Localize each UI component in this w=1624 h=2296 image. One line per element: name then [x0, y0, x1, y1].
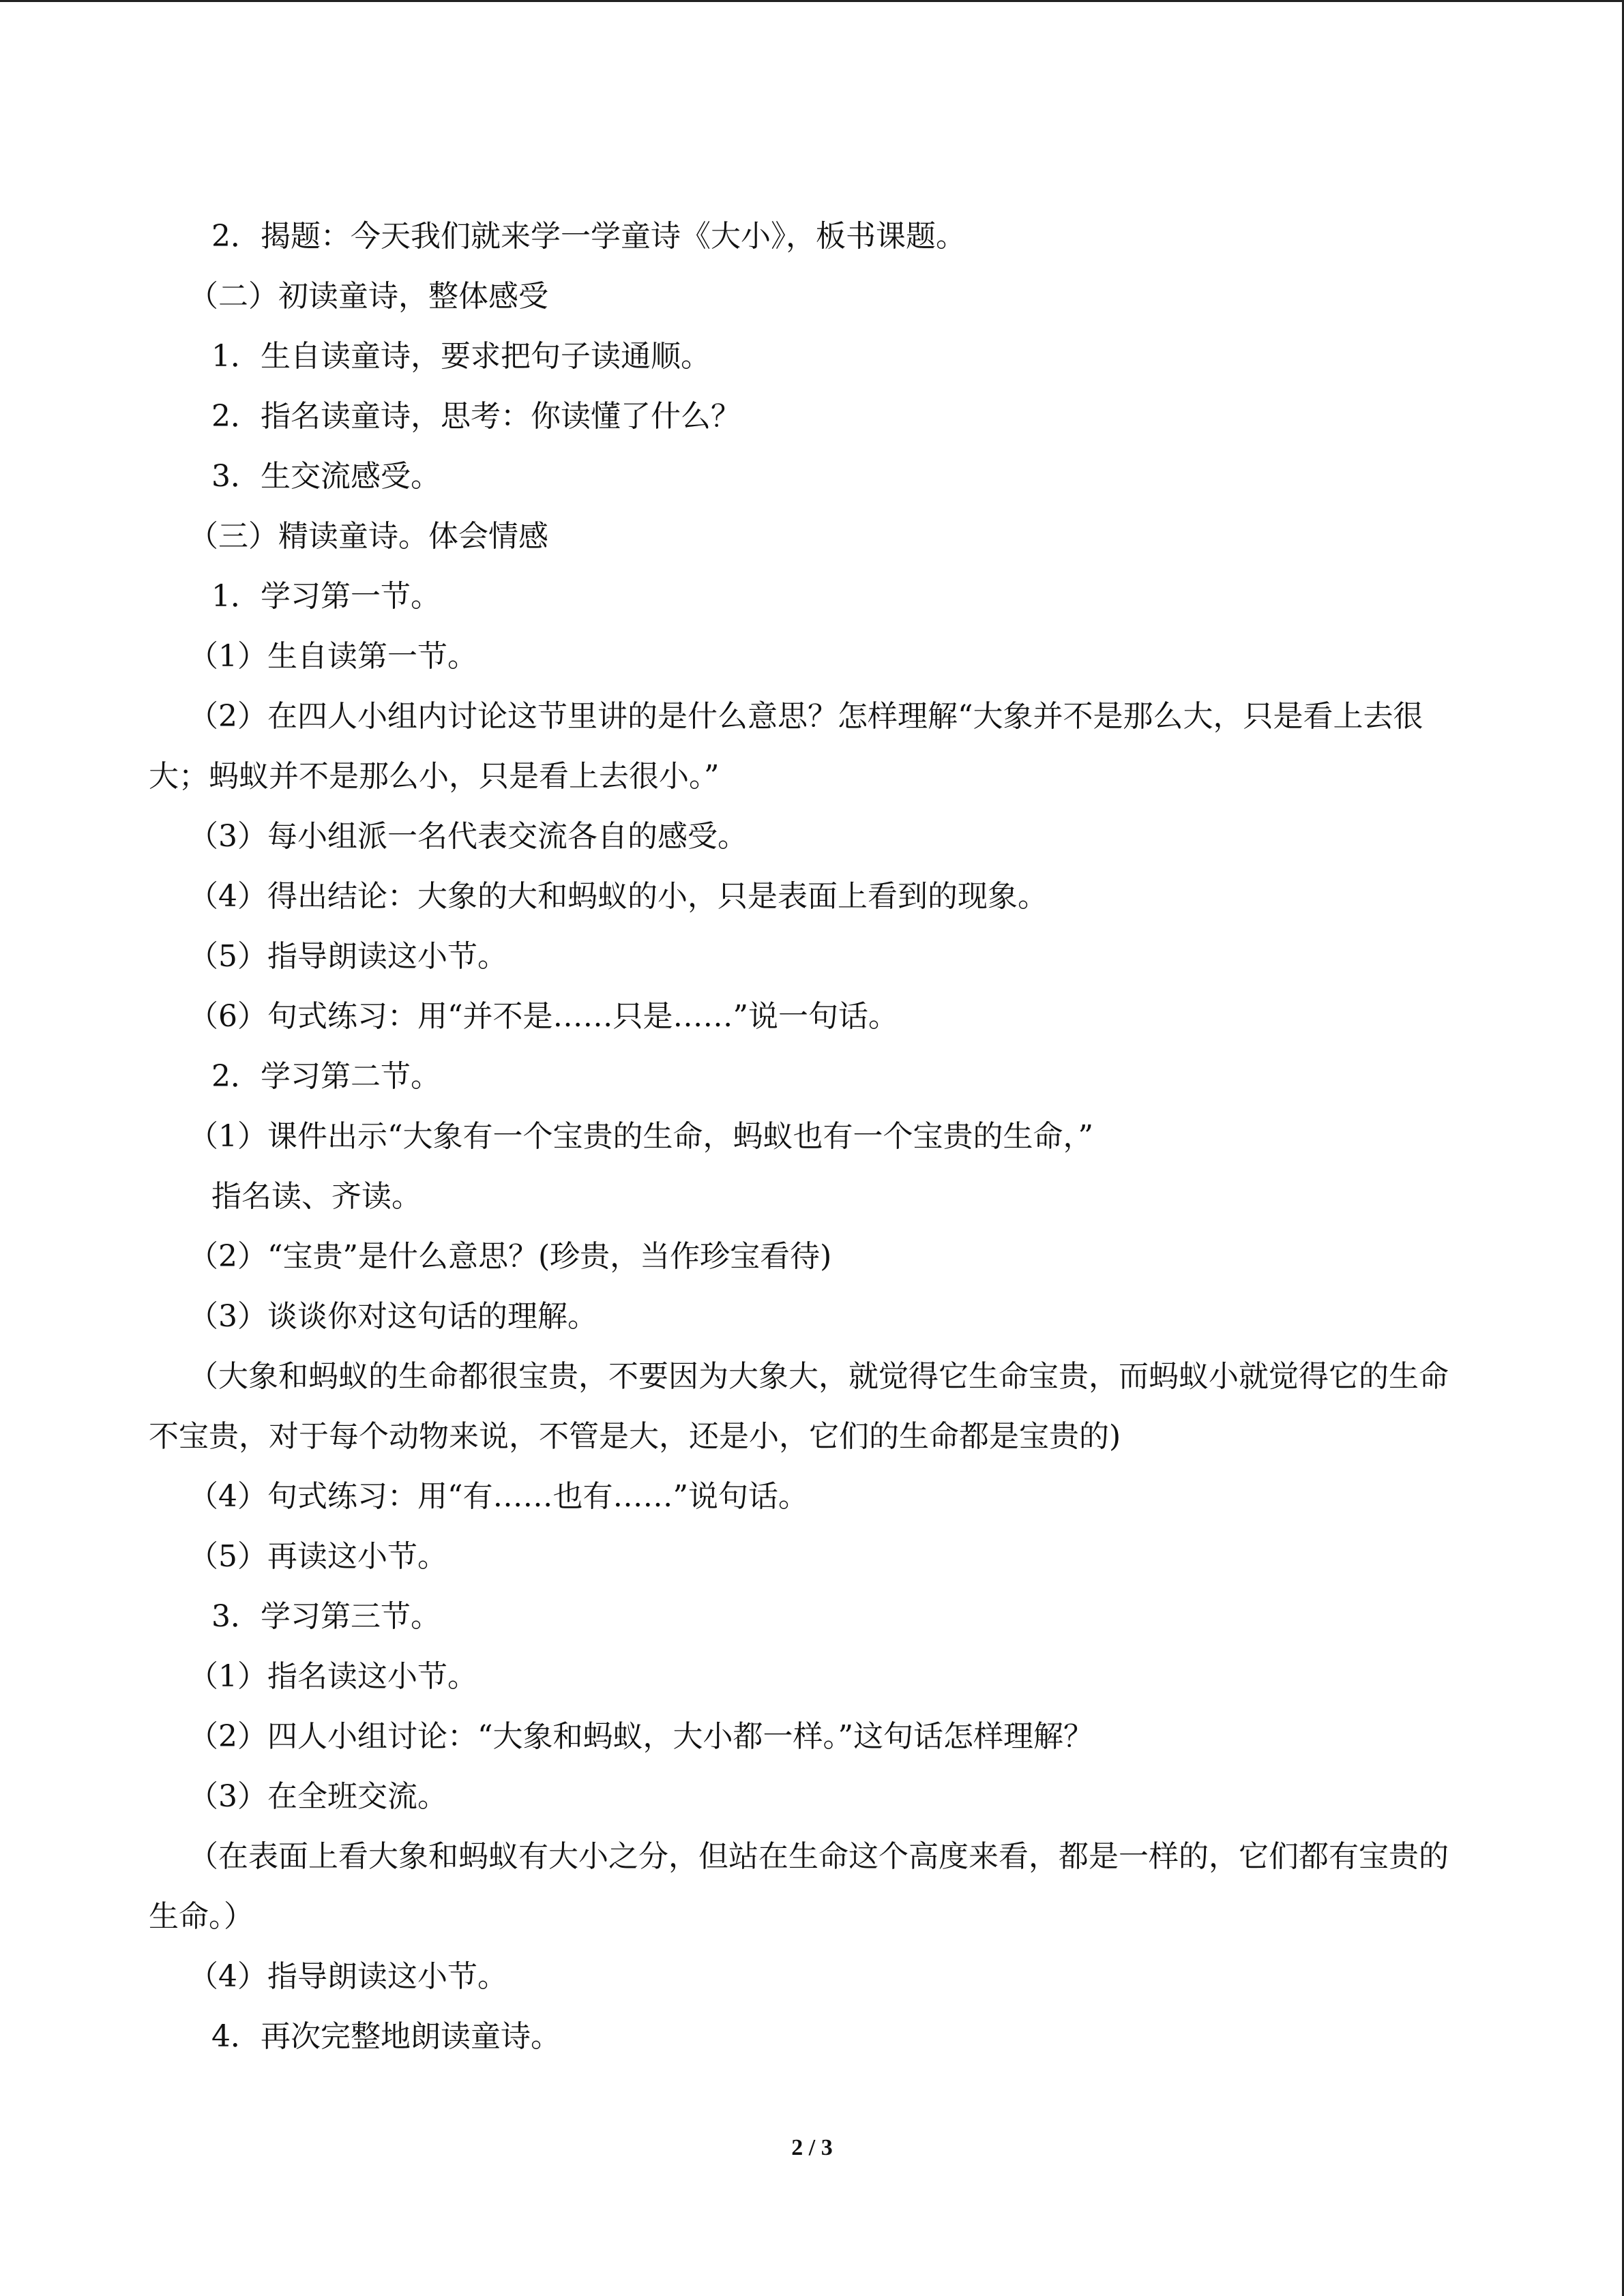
paragraph: 指名读、齐读。	[211, 1179, 422, 1214]
paragraph: 1．学习第一节。	[211, 579, 441, 614]
paragraph: （2）“宝贵”是什么意思？(珍贵，当作珍宝看待)	[188, 1239, 832, 1274]
paragraph: （3）每小组派一名代表交流各自的感受。	[188, 819, 748, 854]
paragraph: （二）初读童诗，整体感受	[188, 279, 548, 314]
paragraph: （1）课件出示“大象有一个宝贵的生命，蚂蚁也有一个宝贵的生命，”	[188, 1119, 1093, 1154]
paragraph: （3）谈谈你对这句话的理解。	[188, 1299, 597, 1334]
paragraph: （2）在四人小组内讨论这节里讲的是什么意思？怎样理解“大象并不是那么大，只是看上去很大；蚂蚁并不是那么小，只是看上去很小。”	[149, 699, 1423, 794]
paragraph: （5）指导朗读这小节。	[188, 939, 507, 974]
paragraph: 1．生自读童诗，要求把句子读通顺。	[211, 339, 711, 374]
paragraph: 2．指名读童诗，思考：你读懂了什么？	[211, 399, 741, 434]
paragraph: 3．学习第三节。	[211, 1599, 441, 1634]
paragraph: 4．再次完整地朗读童诗。	[211, 2019, 561, 2054]
paragraph: 2．揭题：今天我们就来学一学童诗《大小》，板书课题。	[211, 219, 966, 254]
paragraph: （1）指名读这小节。	[188, 1659, 477, 1694]
paragraph: （三）精读童诗。体会情感	[188, 519, 548, 554]
paragraph: （3）在全班交流。	[188, 1779, 447, 1814]
paragraph: （在表面上看大象和蚂蚁有大小之分，但站在生命这个高度来看，都是一样的，它们都有宝贵的生命。）	[149, 1839, 1449, 1934]
paragraph: （4）句式练习：用“有……也有……”说句话。	[188, 1479, 808, 1514]
paragraph: （大象和蚂蚁的生命都很宝贵，不要因为大象大，就觉得它生命宝贵，而蚂蚁小就觉得它的生命不宝贵，对于每个动物来说，不管是大，还是小，它们的生命都是宝贵的)	[149, 1359, 1449, 1454]
paragraph: 2．学习第二节。	[211, 1059, 441, 1094]
paragraph: （1）生自读第一节。	[188, 639, 477, 674]
page-number: 2 / 3	[791, 2135, 833, 2160]
paragraph: （2）四人小组讨论：“大象和蚂蚁，大小都一样。”这句话怎样理解？	[188, 1719, 1093, 1754]
paragraph: （4）得出结论：大象的大和蚂蚁的小，只是表面上看到的现象。	[188, 879, 1048, 914]
paragraph: （4）指导朗读这小节。	[188, 1959, 507, 1994]
paragraph: （6）句式练习：用“并不是……只是……”说一句话。	[188, 999, 898, 1034]
paragraph: （5）再读这小节。	[188, 1539, 447, 1574]
document-body	[149, 207, 1476, 2067]
paragraph: 3．生交流感受。	[211, 459, 441, 494]
